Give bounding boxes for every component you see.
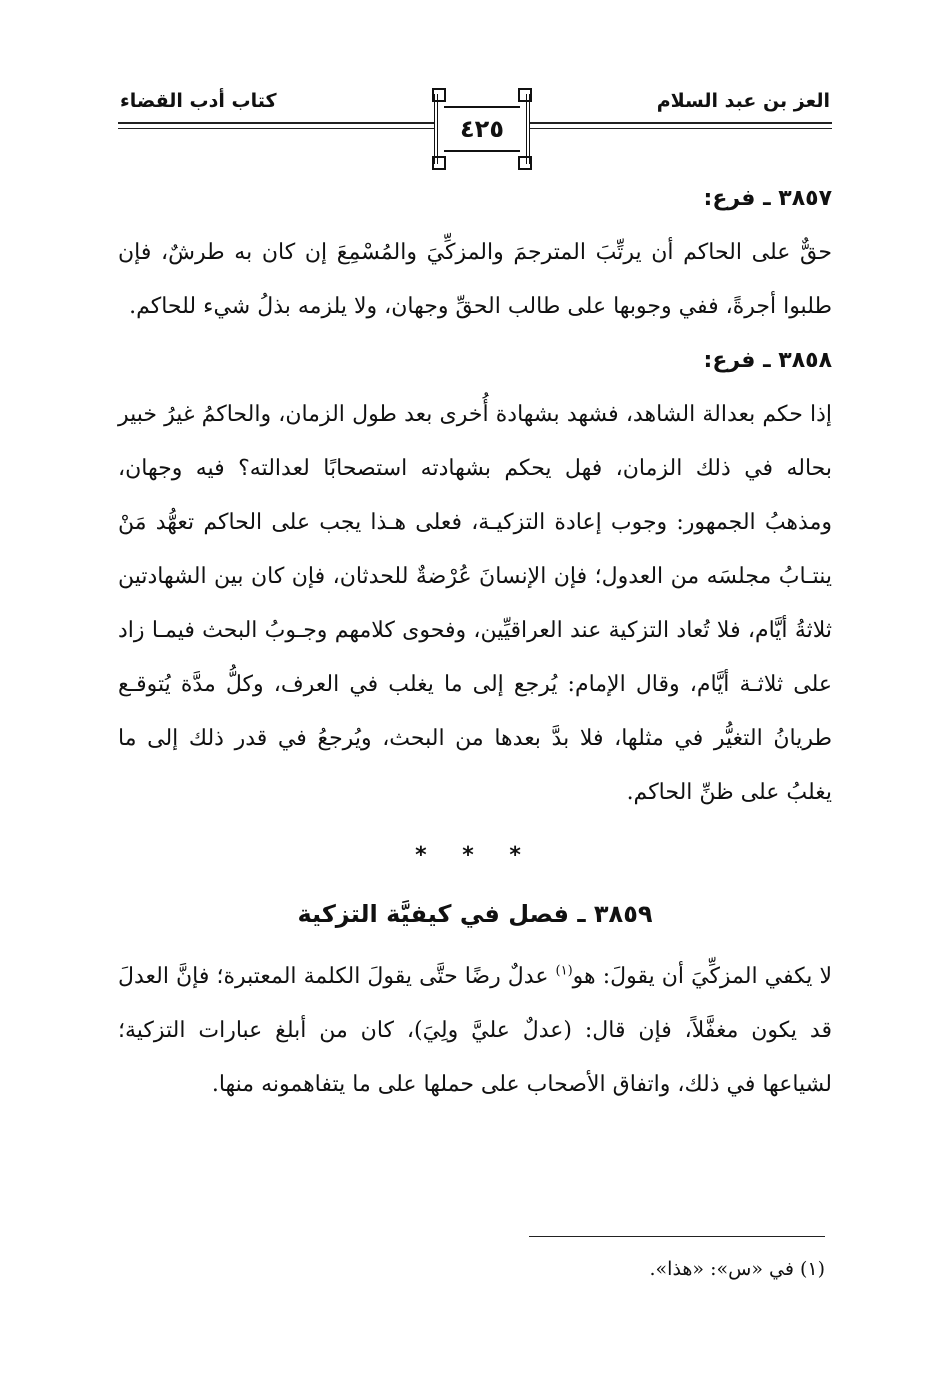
chapter-paragraph (118, 950, 832, 1112)
author-title: العز بن عبد السلام (656, 90, 830, 112)
section-heading-3857: ٣٨٥٧ ـ فرع: (703, 186, 832, 211)
frame-corner (432, 88, 446, 102)
section-paragraph-3858: إذا حكم بعدالة الشاهد، فشهد بشهادة أُخرى بعد طول الزمان، والحاكمُ غيرُ خبير بحاله في ذلك الزمان، فهل يحكم بشهادته استصحابًا لعدالته؟ فيه وجهان، ومذهبُ الجمهور: وجوب إعادة التزكيـة، فعلى هـذا يجب على الحاكم تعهُّد مَنْ ينتـابُ مجلسَه من العدول؛ فإن الإنسانَ عُرْضةٌ للحدثان، فإن كان بين الشهادتين ثلاثةُ أيَّام، فلا تُعاد التزكية عند العراقيِّين، وفحوى كلامهم وجـوبُ البحث فيمـا زاد على ثلاثـة أيَّام، وقال الإمام: يُرجع إلى ما يغلب في العرف، وكلُّ مدَّة يُتوقـع طريانُ التغيُّر في مثلها، فلا بدَّ بعدها من البحث، ويُرجعُ في قدر ذلك إلى ما يغلبُ على ظنِّ الحاكم. (118, 402, 833, 805)
frame-corner (518, 156, 532, 170)
frame-corner (518, 88, 532, 102)
footnote-marker: (١) (555, 963, 573, 979)
header-rule-right (530, 122, 832, 124)
section-heading-3858: ٣٨٥٨ ـ فرع: (703, 348, 832, 373)
footnote-divider (529, 1236, 825, 1237)
section-paragraph-3857: حقٌّ على الحاكم أن يرتِّبَ المترجمَ والمزكِّيَ والمُسْمِعَ إن كان به طرشٌ، فإن طلبوا أجرةً، ففي وجوبها على طالب الحقِّ وجهان، ولا يلزمه بذلُ شيء للحاكم. (118, 240, 832, 319)
header-rule-left-thin (118, 128, 434, 129)
page-header (118, 86, 832, 168)
chapter-title: ٣٨٥٩ ـ فصل في كيفيَّة التزكية (297, 900, 653, 928)
header-rule-left (118, 122, 434, 124)
page-number: ٤٢٥ (444, 106, 520, 152)
header-rule-right-thin (530, 128, 832, 129)
chapter-text-start: لا يكفي المزكِّيَ أن يقولَ: هو (572, 964, 832, 989)
page-number-frame (434, 86, 530, 166)
body-text (118, 172, 832, 1112)
footnote: (١) في «س»: «هذا». (649, 1258, 825, 1280)
frame-corner (432, 156, 446, 170)
asterism-separator: * * * (415, 843, 535, 868)
book-title: كتاب أدب القضاء (120, 90, 277, 112)
chapter-text-rest: عدلٌ رضًا حتَّى يقولَ الكلمة المعتبرة؛ فإنَّ العدلَ قد يكون مغفَّلاً، فإن قال: (عدلٌ عليَّ ولِيَ)، كان من أبلغ عبارات التزكية؛ لشياعها في ذلك، واتفاق الأصحاب على حملها على ما يتفاهمونه منها. (118, 964, 832, 1097)
